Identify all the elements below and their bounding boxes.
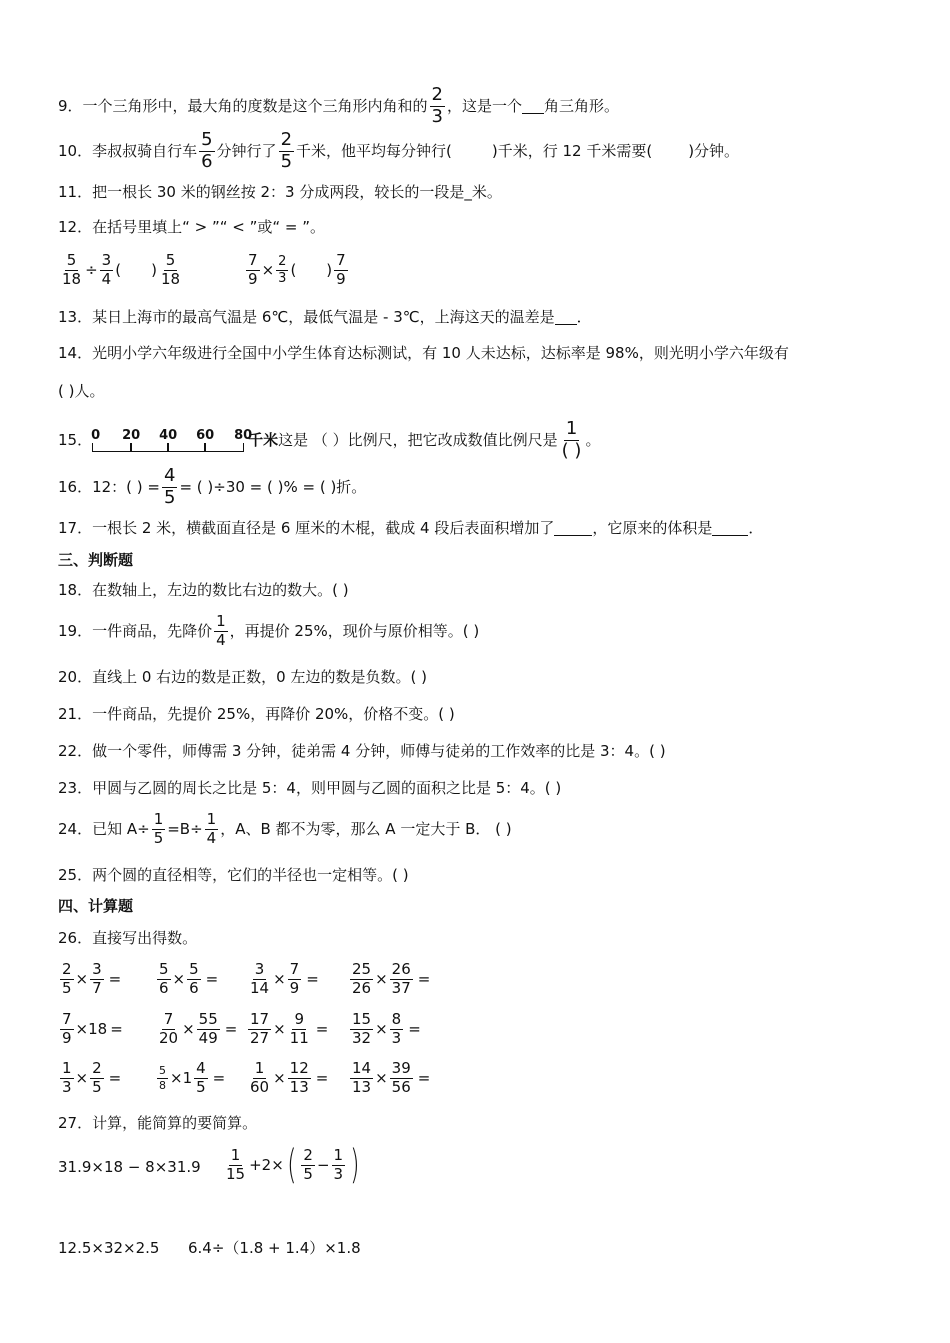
fraction: $\frac{12}{13}$	[289, 1059, 309, 1096]
equals-sign: =	[224, 1019, 238, 1038]
mental-math-item	[246, 1012, 328, 1047]
fraction: $\frac{7}{9}$	[289, 960, 300, 997]
mental-math-item	[246, 962, 319, 997]
fraction: $\frac{1}{( )}$	[561, 418, 582, 461]
question-20: 20．直线上 0 右边的数是正数，0 左边的数是负数。( )	[58, 668, 427, 686]
question-11: 11．把一根长 30 米的钢丝按 2：3 分成两段，较长的一段是_米。	[58, 183, 502, 201]
fraction: $\frac{1}{3}$	[333, 1145, 344, 1183]
question-26-title: 26．直接写出得数。	[58, 929, 198, 947]
question-27-title: 27．计算，能简算的要简算。	[58, 1114, 258, 1132]
fraction: $\frac{1}{15}$	[226, 1145, 246, 1183]
mental-math-item	[58, 1012, 123, 1047]
fraction: $\frac{8}{3}$	[391, 1010, 402, 1047]
mental-math-item	[348, 962, 430, 997]
mental-math-item	[155, 962, 218, 997]
fraction: $\frac{5}{6}$	[189, 960, 199, 997]
fraction: $\frac{17}{27}$	[250, 1010, 270, 1047]
equals-sign: =	[306, 969, 319, 988]
question-23: 23．甲圆与乙圆的周长之比是 5：4，则甲圆与乙圆的面积之比是 5：4。( )	[58, 779, 562, 797]
fraction: $\frac{2}{5}$	[62, 960, 72, 997]
fraction: $\frac{55}{49}$	[198, 1010, 218, 1047]
fraction: $\frac{3}{4}$	[101, 251, 112, 288]
question-27-expr-1: 31.9×18 − 8×31.9	[58, 1158, 201, 1176]
operator: ×18	[75, 1019, 108, 1038]
fraction: $\frac{7}{9}$	[248, 251, 258, 288]
question-27-expr-4: 6.4÷（1.8 + 1.4）×1.8	[188, 1239, 361, 1257]
fraction: $\frac{1}{3}$	[62, 1059, 72, 1096]
line-scale: 0 20 40 60 80	[92, 429, 248, 452]
mental-math-item	[58, 962, 121, 997]
question-16: 16．12：( ) = $\frac{4}{5}$ = ( )÷30 = ( )% = ( )折。	[58, 465, 367, 508]
answer-blank[interactable]	[522, 99, 544, 114]
fraction: $\frac{2}{5}$	[92, 1059, 102, 1096]
fraction: $\frac{7}{9}$	[336, 251, 346, 288]
fraction: $\frac{26}{37}$	[391, 960, 411, 997]
operator: ×	[273, 1068, 286, 1087]
question-17: 17．一根长 2 米，横截面直径是 6 厘米的木棍，截成 4 段后表面积增加了 ，它原来的体积是 ．	[58, 519, 764, 537]
fraction: $\frac{3}{14}$	[250, 960, 270, 997]
question-19: 19．一件商品，先降价 $\frac{1}{4}$ ，再提价 25%，现价与原价相等。( )	[58, 612, 480, 649]
question-21: 21．一件商品，先提价 25%，再降价 20%，价格不变。( )	[58, 705, 455, 723]
question-9: 9．一个三角形中，最大角的度数是这个三角形内角和的 $\frac{2}{3}$ ，这是一个 角三角形。	[58, 84, 620, 127]
equals-sign: =	[212, 1068, 226, 1087]
fraction: $\frac{5}{6}$	[201, 129, 213, 172]
operator: ×1	[170, 1068, 193, 1087]
mental-math-item	[155, 1061, 225, 1096]
answer-blank[interactable]	[554, 521, 592, 536]
question-14-line-1: 14．光明小学六年级进行全国中小学生体育达标测试，有 10 人未达标，达标率是 98%，则光明小学六年级有	[58, 344, 789, 362]
operator: ×	[375, 969, 388, 988]
operator: ×	[75, 969, 89, 988]
fraction: $\frac{14}{13}$	[352, 1059, 372, 1096]
answer-blank[interactable]	[555, 310, 577, 325]
question-18: 18．在数轴上，左边的数比右边的数大。( )	[58, 581, 349, 599]
question-24: 24．已知 A÷ $\frac{1}{5}$ =B÷ $\frac{1}{4}$ ，A、B 都不为零，那么 A 一定大于 B． ( )	[58, 810, 512, 847]
fraction: $\frac{2}{5}$	[280, 129, 293, 172]
fraction: $\frac{4}{5}$	[163, 465, 176, 508]
equals-sign: =	[315, 1068, 329, 1087]
mental-math-item	[58, 1061, 121, 1096]
fraction: $\frac{5}{18}$	[160, 251, 181, 288]
fraction: $\frac{39}{56}$	[391, 1059, 411, 1096]
question-12-expressions: $\frac{5}{18}$ ÷ $\frac{3}{4}$ ( ) $\frac{5}{18}$ $\frac{7}{9}$ × $\frac{2}{3}$ ( ) $\frac{7}{9}$	[62, 251, 346, 288]
mental-math-item	[246, 1061, 328, 1096]
fraction: $\frac{5}{8}$	[159, 1064, 166, 1092]
operator: ×	[375, 1019, 388, 1038]
fraction: $\frac{7}{20}$	[159, 1010, 179, 1047]
fraction: $\frac{1}{60}$	[250, 1059, 270, 1096]
fraction: $\frac{15}{32}$	[352, 1010, 372, 1047]
question-27-expr-2: $\frac{1}{15}$ +2× ( $\frac{2}{5}$ − $\frac{1}{3}$ )	[226, 1142, 360, 1188]
question-14-line-2: ( )人。	[58, 382, 105, 400]
fraction: $\frac{1}{5}$	[153, 810, 164, 847]
equals-sign: =	[417, 969, 431, 988]
equals-sign: =	[315, 1019, 329, 1038]
question-15: 15． 0 20 40 60 80 千米 这是 （ ）比例尺，把它改成数值比例尺是 $\frac{1}{( )}$ 。	[58, 418, 601, 461]
answer-blank[interactable]	[712, 521, 748, 536]
fraction: $\frac{5}{6}$	[159, 960, 169, 997]
equals-sign: =	[408, 1019, 421, 1038]
fraction: $\frac{1}{4}$	[216, 612, 226, 649]
fraction: $\frac{7}{9}$	[62, 1010, 72, 1047]
fraction: $\frac{1}{4}$	[206, 810, 217, 847]
fraction: $\frac{2}{3}$	[431, 84, 443, 127]
fraction: $\frac{25}{26}$	[352, 960, 372, 997]
operator: ×	[75, 1068, 89, 1087]
mental-math-item	[348, 1061, 430, 1096]
equals-sign: =	[110, 1019, 123, 1038]
operator: ×	[273, 969, 286, 988]
equals-sign: =	[108, 1068, 122, 1087]
section-calculation-title: 四、计算题	[58, 897, 134, 915]
question-12: 12．在括号里填上“ > ”“ < ”或“ = ”。	[58, 218, 326, 236]
fraction: $\frac{5}{18}$	[62, 251, 82, 288]
question-13: 13．某日上海市的最高气温是 6℃，最低气温是 - 3℃，上海这天的温差是 ．	[58, 308, 592, 326]
fraction: $\frac{4}{5}$	[196, 1059, 206, 1096]
operator: ×	[182, 1019, 195, 1038]
mental-math-item	[348, 1012, 421, 1047]
operator: ×	[273, 1019, 286, 1038]
mental-math-item	[155, 1012, 237, 1047]
operator: ×	[375, 1068, 388, 1087]
fraction: $\frac{2}{3}$	[278, 254, 287, 286]
section-judgement-title: 三、判断题	[58, 551, 134, 569]
question-25: 25．两个圆的直径相等，它们的半径也一定相等。( )	[58, 866, 409, 884]
operator: ×	[172, 969, 186, 988]
question-22: 22．做一个零件，师傅需 3 分钟，徒弟需 4 分钟，师傅与徒弟的工作效率的比是 3：4。( )	[58, 742, 666, 760]
equals-sign: =	[108, 969, 122, 988]
equals-sign: =	[205, 969, 219, 988]
fraction: $\frac{9}{11}$	[289, 1010, 309, 1047]
question-10: 10．李叔叔骑自行车 $\frac{5}{6}$ 分钟行了 $\frac{2}{5}$ 千米，他平均每分钟行( )千米，行 12 千米需要( )分钟。	[58, 129, 740, 172]
equals-sign: =	[417, 1068, 431, 1087]
fraction: $\frac{3}{7}$	[92, 960, 102, 997]
fraction: $\frac{2}{5}$	[303, 1145, 313, 1183]
question-27-expr-3: 12.5×32×2.5	[58, 1239, 160, 1257]
